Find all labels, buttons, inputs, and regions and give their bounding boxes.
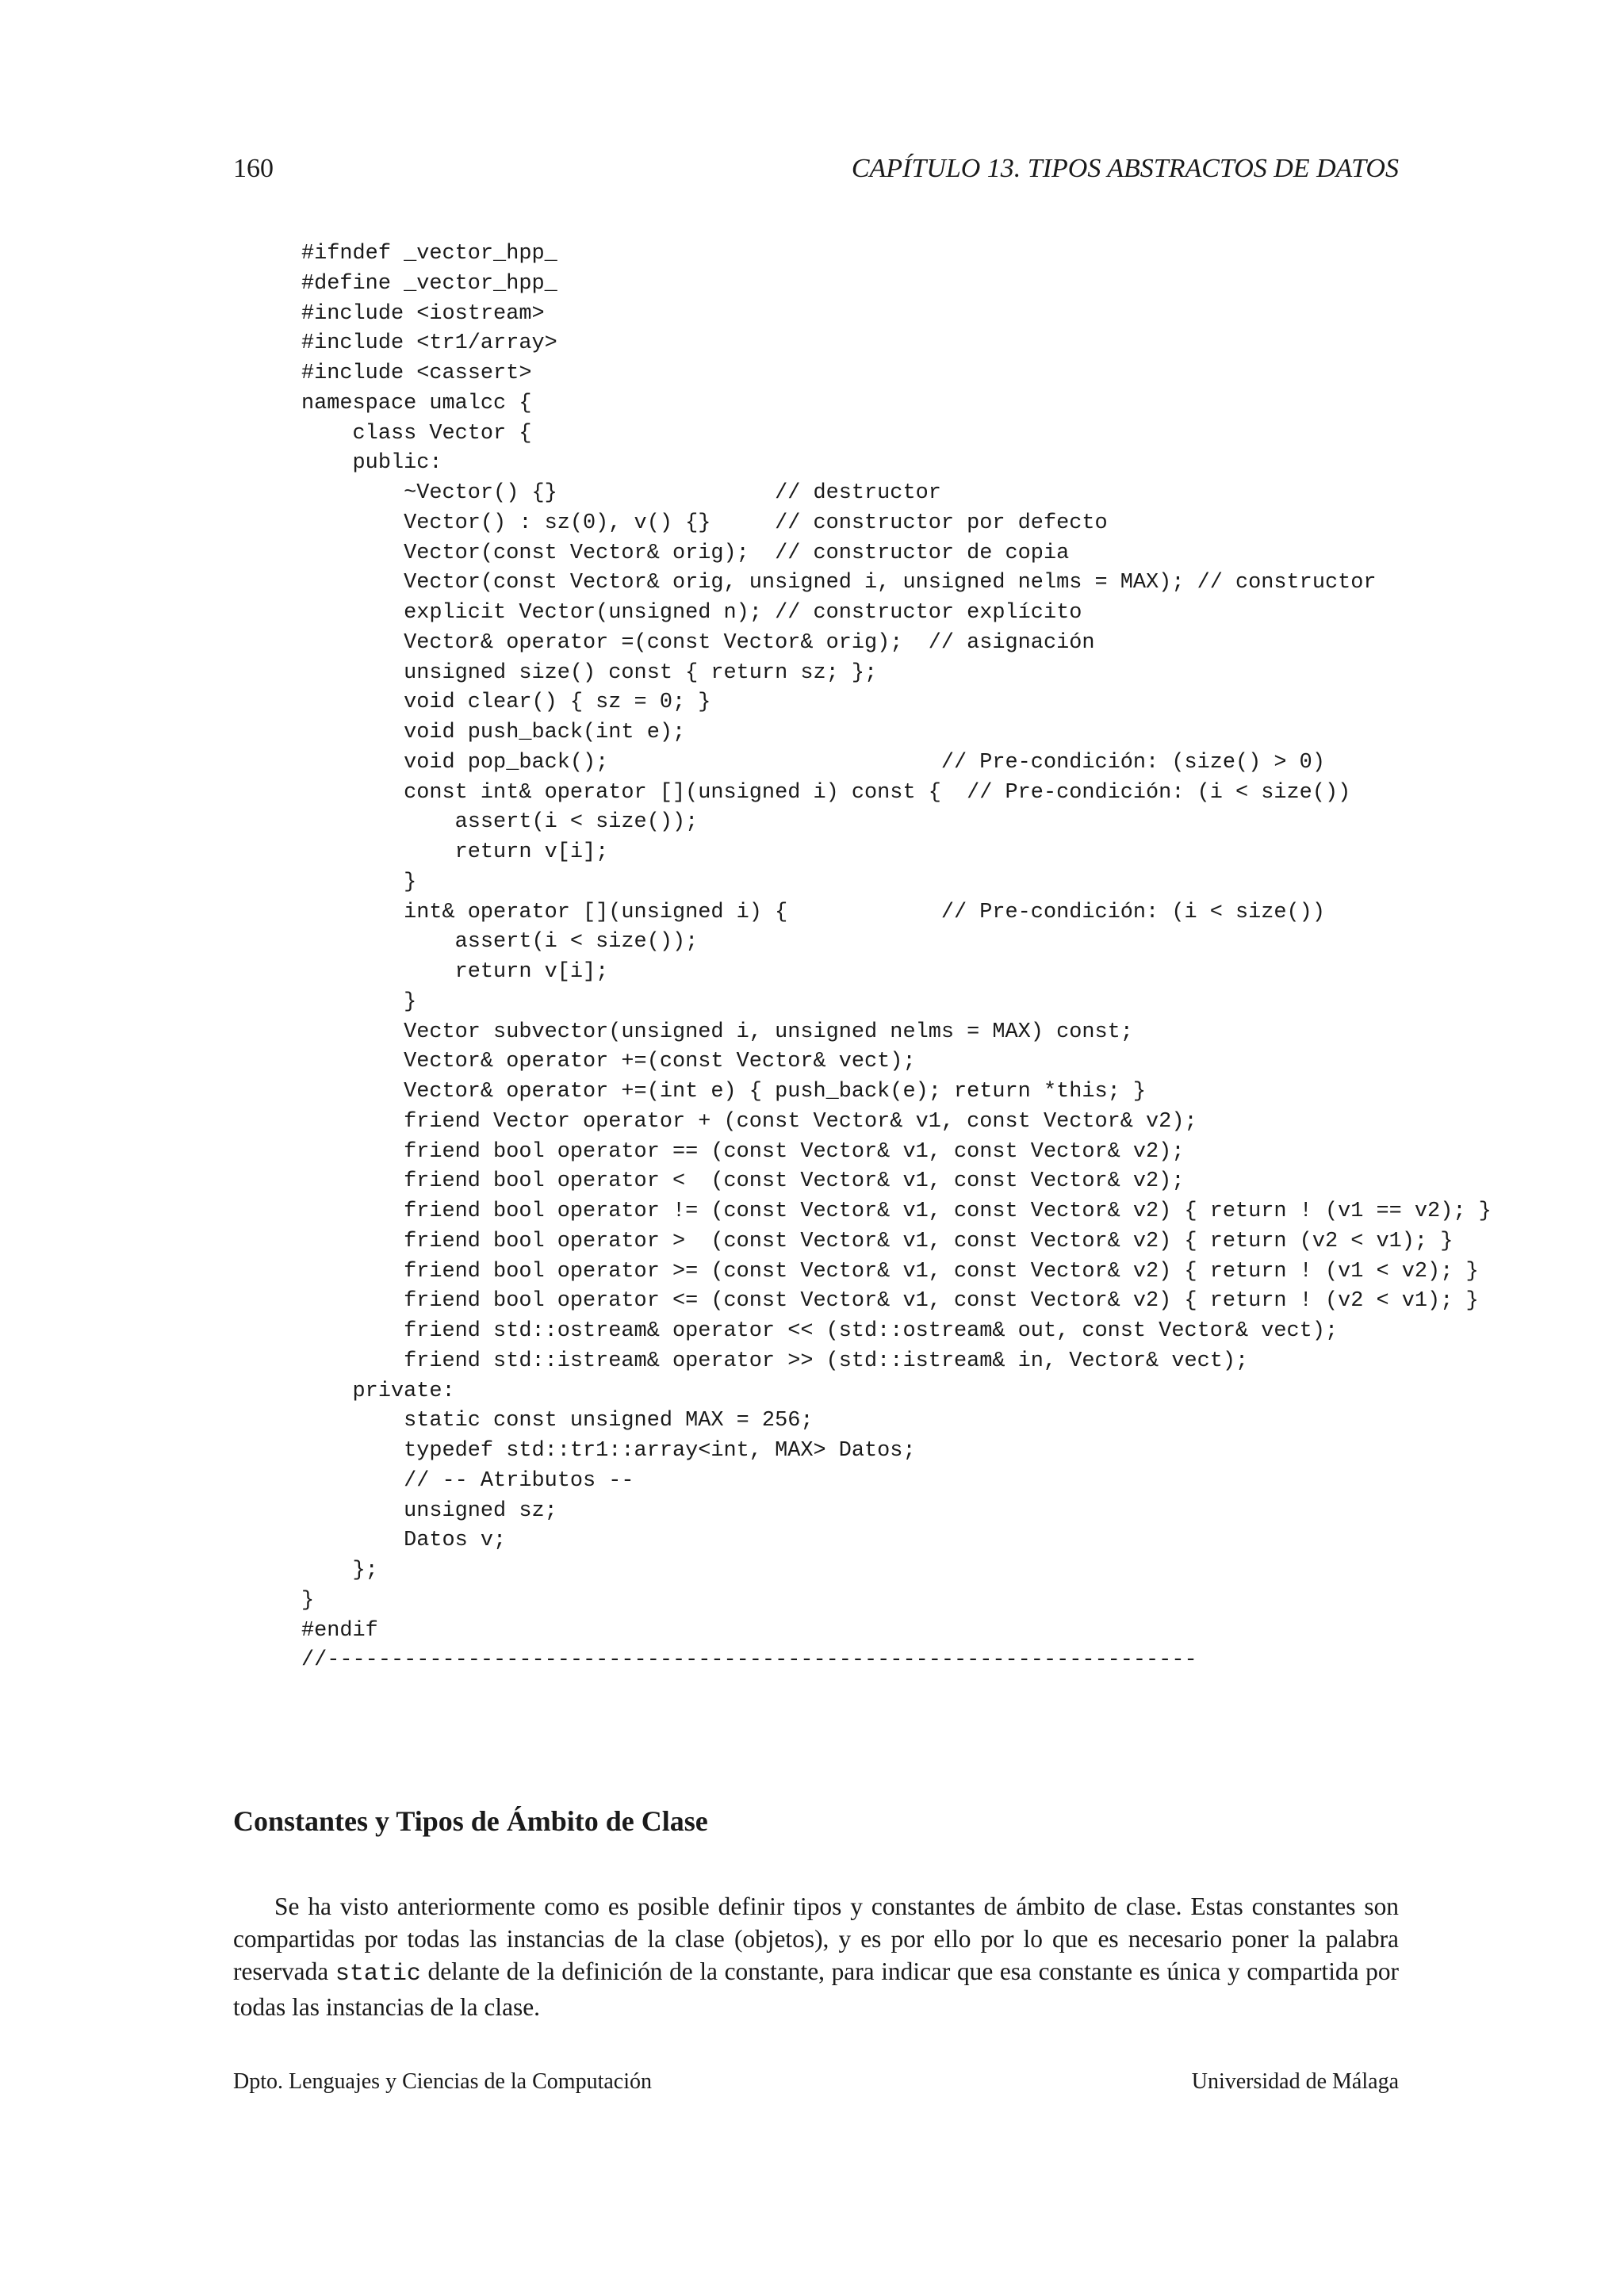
inline-code-keyword: static [335,1961,421,1988]
code-line: } [301,1588,315,1613]
code-line: static const unsigned MAX = 256; [301,1409,814,1433]
code-line: //-------------------------------------------------------------------- [301,1648,1197,1673]
code-line: class Vector { [301,421,532,446]
code-line: typedef std::tr1::array<int, MAX> Datos; [301,1439,916,1463]
code-line: Vector& operator +=(int e) { push_back(e); return *this; } [301,1080,1147,1104]
code-line: Vector() : sz(0), v() {} // constructor por defecto [301,511,1108,535]
code-line: const int& operator [](unsigned i) const { // Pre-condición: (i < size()) [301,780,1351,805]
code-line: namespace umalcc { [301,391,532,415]
code-line: #include <cassert> [301,362,532,385]
code-line: Vector(const Vector& orig, unsigned i, unsigned nelms = MAX); // constructor [301,571,1377,595]
paragraph-text-start: Se ha visto anteriormente como es posible definir tipos y constantes de ámbito de clase. Estas constantes son compartidas por todas las instancias de la clase (objetos), y es por ello por lo que es necesario poner la palabra reservada [233,1892,1399,1985]
code-line: #ifndef _vector_hpp_ [301,242,557,266]
code-line: #include <tr1/array> [301,331,557,356]
code-line: Vector& operator +=(const Vector& vect); [301,1050,916,1074]
code-line: Vector subvector(unsigned i, unsigned nelms = MAX) const; [301,1020,1133,1044]
code-line: #endif [301,1618,378,1643]
code-line: } [301,989,417,1014]
code-line: ~Vector() {} // destructor [301,481,941,505]
code-line: friend bool operator > (const Vector& v1, const Vector& v2) { return (v2 < v1); } [301,1229,1454,1253]
footer-department: Dpto. Lenguajes y Ciencias de la Computación [233,2069,652,2094]
paragraph-text-end: delante de la definición de la constante, para indicar que esa constante es única y compartida por todas las instancias de la clase. [233,1957,1400,2021]
code-listing [301,239,1492,1676]
code-line: int& operator [](unsigned i) { // Pre-condición: (i < size()) [301,900,1325,924]
code-line: private: [301,1379,455,1403]
code-line: return v[i]; [301,840,609,864]
body-paragraph [233,1890,1399,2023]
code-line: explicit Vector(unsigned n); // constructor explícito [301,601,1082,625]
code-line: unsigned sz; [301,1498,557,1523]
code-line: public: [301,451,442,476]
code-line: friend std::ostream& operator << (std::ostream& out, const Vector& vect); [301,1319,1339,1343]
code-line: friend bool operator != (const Vector& v1, const Vector& v2) { return ! (v1 == v2); } [301,1200,1492,1223]
code-line: friend bool operator < (const Vector& v1, const Vector& v2); [301,1169,1185,1194]
code-line: }; [301,1559,378,1582]
code-line: friend bool operator == (const Vector& v1, const Vector& v2); [301,1139,1185,1164]
page-number: 160 [233,154,274,183]
code-line: friend Vector operator + (const Vector& v1, const Vector& v2); [301,1109,1197,1134]
code-line: #include <iostream> [301,301,545,326]
code-line: Datos v; [301,1529,507,1553]
code-line: assert(i < size()); [301,810,699,835]
code-line: friend bool operator <= (const Vector& v1, const Vector& v2) { return ! (v2 < v1); } [301,1289,1479,1314]
chapter-title: CAPÍTULO 13. TIPOS ABSTRACTOS DE DATOS [851,154,1399,183]
code-line: } [301,870,417,894]
code-line: unsigned size() const { return sz; }; [301,660,878,685]
code-line: #define _vector_hpp_ [301,271,557,296]
code-line: // -- Atributos -- [301,1468,634,1493]
code-line: friend bool operator >= (const Vector& v1, const Vector& v2) { return ! (v1 < v2); } [301,1259,1479,1284]
section-heading: Constantes y Tipos de Ámbito de Clase [233,1805,708,1837]
code-line: friend std::istream& operator >> (std::istream& in, Vector& vect); [301,1349,1249,1373]
code-line: void push_back(int e); [301,721,686,744]
code-line: return v[i]; [301,960,609,984]
code-line: void clear() { sz = 0; } [301,691,711,715]
code-line: Vector(const Vector& orig); // constructor de copia [301,541,1070,565]
code-line: Vector& operator =(const Vector& orig); // asignación [301,630,1095,655]
code-line: assert(i < size()); [301,930,699,955]
footer-university: Universidad de Málaga [1191,2069,1399,2094]
code-line: void pop_back(); // Pre-condición: (size() > 0) [301,750,1325,775]
